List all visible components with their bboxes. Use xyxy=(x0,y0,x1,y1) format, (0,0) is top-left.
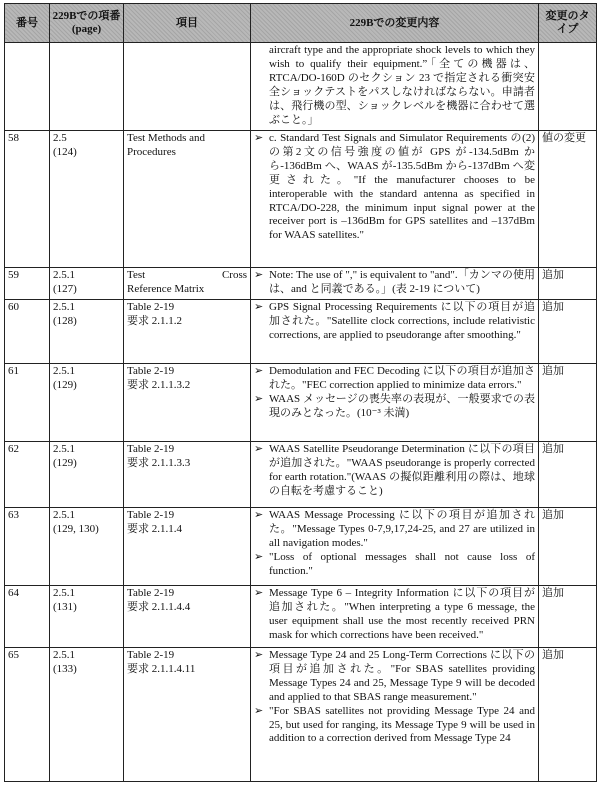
change-table xyxy=(4,3,597,782)
change-list xyxy=(254,301,535,343)
item-line: Table 2-19 xyxy=(127,301,175,313)
change-list xyxy=(254,509,535,579)
row-changes xyxy=(251,268,539,300)
table-row xyxy=(5,131,597,268)
item-line: Table 2-19 xyxy=(127,649,175,661)
row-changes xyxy=(251,586,539,648)
row-section xyxy=(50,300,124,364)
section-line: (129, 130) xyxy=(53,522,99,535)
change-list xyxy=(254,443,535,499)
row-item xyxy=(124,508,251,586)
change-item: aircraft type and the appropriate shock levels to which they wish to qualify their equipment.”「全ての機器は、RTCA/DO-160D のセクション 23 で指定される衝突安全ショックテストをパスしなければならない。申請者は、飛行機の型、ショックレベルを機器に合わせて選ぶこと。」 xyxy=(269,44,535,126)
change-item: ➢ Message Type 24 and 25 Long-Term Corrections に以下の項目が追加された。"For SBAS satellites providing Message Types 24 and 25, Message Type 9 will be decoded and applied to that SBAS range measurement." xyxy=(254,649,535,705)
row-changes xyxy=(251,648,539,782)
item-line: Test Cross xyxy=(127,269,247,281)
item-line: Table 2-19 xyxy=(127,587,175,599)
change-item: ➢ WAAS Satellite Pseudorange Determination に以下の項目が追加された。"WAAS pseudorange is properly corrected for earth rotation."(WAAS の擬似距離利用の際は、地球の自転を考慮すること) xyxy=(254,443,535,499)
item-line: 要求 2.1.1.3.2 xyxy=(127,378,191,391)
change-list xyxy=(254,269,535,297)
row-number: 59 xyxy=(5,268,50,300)
item-line: Reference Matrix xyxy=(127,282,205,295)
section-line: 2.5.1 xyxy=(53,269,75,281)
row-change-type: 追加 xyxy=(539,508,597,586)
section-line: (127) xyxy=(53,282,77,295)
header-type: 変更のタイプ xyxy=(539,4,597,43)
change-item: ➢ Note: The use of "," is equivalent to "and".「カンマの使用は、and と同義である。」(表 2-19 について) xyxy=(254,269,535,297)
header-section: 229Bでの項番(page) xyxy=(50,4,124,43)
section-line: 2.5.1 xyxy=(53,587,75,599)
table-body xyxy=(5,43,597,782)
row-change-type: 追加 xyxy=(539,586,597,648)
row-item xyxy=(124,131,251,268)
section-line: 2.5.1 xyxy=(53,649,75,661)
change-list xyxy=(254,649,535,746)
row-change-type xyxy=(539,43,597,131)
item-line: 要求 2.1.1.2 xyxy=(127,314,182,327)
table-row xyxy=(5,442,597,508)
item-line: Table 2-19 xyxy=(127,365,175,377)
item-line: 要求 2.1.1.4.11 xyxy=(127,662,196,675)
header-number: 番号 xyxy=(5,4,50,43)
change-list xyxy=(254,132,535,243)
table-row xyxy=(5,364,597,442)
row-section xyxy=(50,648,124,782)
item-line: 要求 2.1.1.4 xyxy=(127,522,182,535)
item-line: Test Methods and xyxy=(127,132,206,144)
table-row xyxy=(5,268,597,300)
section-line: 2.5.1 xyxy=(53,301,75,313)
change-item: ➢ "For SBAS satellites not providing Message Type 24 and 25, but used for ranging, its Message Type 9 will be used in addition to a correction derived from Message Type 24 xyxy=(254,705,535,747)
row-change-type: 値の変更 xyxy=(539,131,597,268)
header-item: 項目 xyxy=(124,4,251,43)
table-row xyxy=(5,300,597,364)
row-number: 61 xyxy=(5,364,50,442)
row-number: 65 xyxy=(5,648,50,782)
section-line: (133) xyxy=(53,662,77,675)
row-changes xyxy=(251,43,539,131)
row-changes xyxy=(251,131,539,268)
section-line: (131) xyxy=(53,600,77,613)
header-content: 229Bでの変更内容 xyxy=(251,4,539,43)
row-section xyxy=(50,268,124,300)
section-line: (124) xyxy=(53,145,77,158)
item-line: 要求 2.1.1.3.3 xyxy=(127,456,191,469)
change-item: ➢ WAAS Message Processing に以下の項目が追加された。"Message Types 0-7,9,17,24-25, and 27 are utilized in all navigation modes." xyxy=(254,509,535,551)
row-change-type: 追加 xyxy=(539,442,597,508)
row-changes xyxy=(251,300,539,364)
row-changes xyxy=(251,364,539,442)
row-number xyxy=(5,43,50,131)
row-item xyxy=(124,268,251,300)
row-number: 64 xyxy=(5,586,50,648)
section-line: 2.5 xyxy=(53,132,67,144)
section-line: 2.5.1 xyxy=(53,443,75,455)
row-section xyxy=(50,586,124,648)
row-item xyxy=(124,442,251,508)
change-item: ➢ GPS Signal Processing Requirements に以下の項目が追加された。"Satellite clock corrections, include relativistic corrections, are applied to pseudorange after smoothing." xyxy=(254,301,535,343)
row-section xyxy=(50,131,124,268)
change-item: ➢ c. Standard Test Signals and Simulator Requirements の(2)の第2文の信号強度の値が GPS が-134.5dBm から-136dBm へ、WAAS が-135.5dBm から-137dBm へ変更された。"If the manufacturer chooses to be interoperable with the standard antenna as specified in RTCA/DO-228, the minimum input signal power at the receiver port is –136dBm for GPS satellites and –137dBm for WAAS satellites." xyxy=(254,132,535,243)
section-line: 2.5.1 xyxy=(53,509,75,521)
row-item xyxy=(124,364,251,442)
row-section xyxy=(50,43,124,131)
change-item: ➢ Message Type 6 – Integrity Information に以下の項目が追加された。"When interpreting a type 6 message, the user equipment shall use the most recently received PRN mask for which corrections have been received." xyxy=(254,587,535,643)
row-number: 63 xyxy=(5,508,50,586)
row-changes xyxy=(251,442,539,508)
row-item xyxy=(124,648,251,782)
table-row xyxy=(5,508,597,586)
table-header-row xyxy=(5,4,597,43)
section-line: (129) xyxy=(53,378,77,391)
change-item: ➢ WAAS メッセージの喪失率の表現が、一般要求での表現のみとなった。(10⁻³ 未満) xyxy=(254,393,535,421)
row-item xyxy=(124,43,251,131)
table-row xyxy=(5,43,597,131)
row-number: 58 xyxy=(5,131,50,268)
item-line: Table 2-19 xyxy=(127,443,175,455)
row-change-type: 追加 xyxy=(539,268,597,300)
row-section xyxy=(50,364,124,442)
change-list xyxy=(254,587,535,643)
row-item xyxy=(124,300,251,364)
item-line: Procedures xyxy=(127,145,176,158)
change-list xyxy=(254,365,535,421)
change-list xyxy=(254,44,535,127)
row-changes xyxy=(251,508,539,586)
section-line: 2.5.1 xyxy=(53,365,75,377)
row-change-type: 追加 xyxy=(539,300,597,364)
section-line: (128) xyxy=(53,314,77,327)
row-number: 62 xyxy=(5,442,50,508)
row-section xyxy=(50,442,124,508)
document-page xyxy=(4,3,596,782)
row-section xyxy=(50,508,124,586)
item-line: Table 2-19 xyxy=(127,509,175,521)
section-line: (129) xyxy=(53,456,77,469)
row-item xyxy=(124,586,251,648)
item-line: 要求 2.1.1.4.4 xyxy=(127,600,191,613)
change-item: ➢ "Loss of optional messages shall not cause loss of function." xyxy=(254,551,535,579)
row-change-type: 追加 xyxy=(539,364,597,442)
change-item: ➢ Demodulation and FEC Decoding に以下の項目が追加された。"FEC correction applied to minimize data errors." xyxy=(254,365,535,393)
table-row xyxy=(5,648,597,782)
table-row xyxy=(5,586,597,648)
row-number: 60 xyxy=(5,300,50,364)
row-change-type: 追加 xyxy=(539,648,597,782)
